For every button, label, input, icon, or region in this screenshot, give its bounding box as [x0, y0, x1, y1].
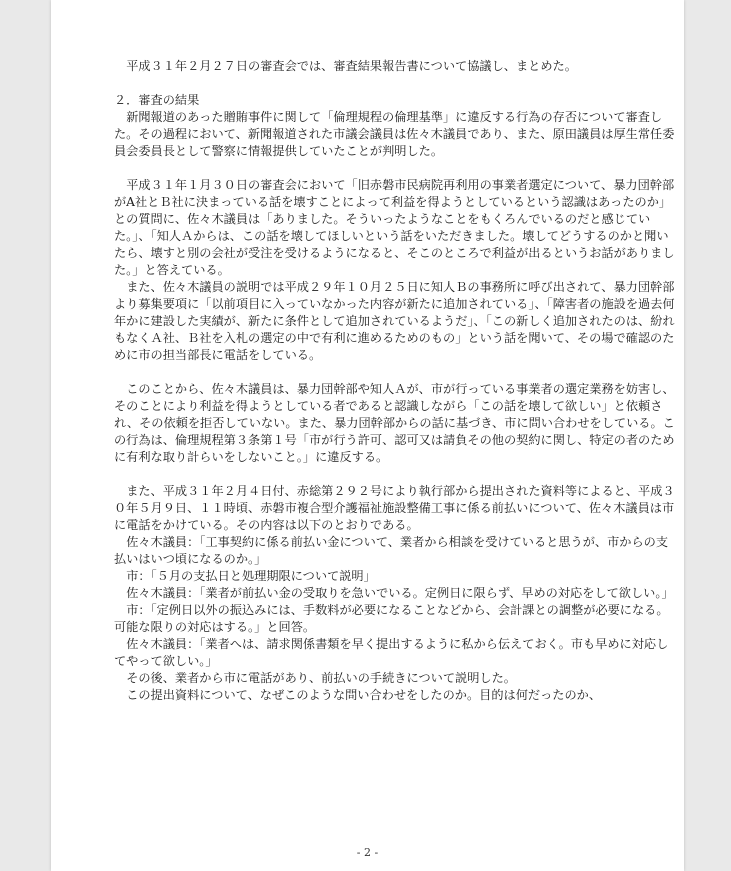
- paragraph: また、佐々木議員の説明では平成２９年１０月２５日に知人Ｂの事務所に呼び出されて、暴力団幹部より募集要項に「以前項目に入っていなかった内容が新たに追加されている」、「障害者の施設を過去何年かに建設した実績が、新たに条件として追加されているようだ」、「この新しく追加されたのは、紛れもなくＡ社、Ｂ社を入札の選定の中で有利に進めるためのもの」という話を聞いて、その場で確認のために市の担当部長に電話をしている。: [114, 280, 675, 362]
- dialogue-line: 市：「５月の支払日と処理期限について説明」: [126, 569, 376, 583]
- document-page: [51, 0, 684, 871]
- paragraph-summary: 平成３１年２月２７日の審査会では、審査結果報告書について協議し、まとめた。: [126, 59, 577, 73]
- paragraph: その後、業者から市に電話があり、前払いの手続きについて説明した。: [126, 671, 516, 685]
- page-number: - 2 -: [356, 846, 379, 859]
- paragraph: 平成３１年１月３０日の審査会において「旧赤磐市民病院再利用の事業者選定について、暴力団幹部がA社とＢ社に決まっている話を壊すことによって利益を得ようとしているという認識はあったのか」との質問に、佐々木議員は「ありました。そういったようなことをもくろんでいるのだと感じていた。」、「知人Ａからは、この話を壊してほしいという話をいただきました。壊してどうするのかと聞いたら、壊すと別の会社が受注を受けるようになると、そこのところで利益が出るというお話がありました。」と答えている。: [114, 178, 675, 277]
- paragraph: このことから、佐々木議員は、暴力団幹部や知人Ａが、市が行っている事業者の選定業務を妨害し、そのことにより利益を得ようとしている者であると認識しながら「この話を壊して欲しい」と依頼され、その依頼を拒否していない。また、暴力団幹部からの話に基づき、市に問い合わせをしている。この行為は、倫理規程第３条第１号「市が行う許可、認可又は請負その他の契約に関し、特定の者のために有利な取り計らいをしないこと。」に違反する。: [114, 382, 675, 464]
- paragraph: また、平成３１年２月４日付、赤総第２９２号により執行部から提出された資料等によると、平成３０年５月９日、１１時頃、赤磐市複合型介護福祉施設整備工事に係る前払いについて、佐々木議員は市に電話をかけている。その内容は以下のとおりである。: [114, 484, 675, 532]
- document-body: [114, 58, 679, 704]
- dialogue-line: 佐々木議員：「業者へは、請求関係書類を早く提出するように私から伝えておく。市も早めに対応してやって欲しい。」: [114, 637, 669, 668]
- paragraph: 新聞報道のあった贈賄事件に関して「倫理規程の倫理基準」に違反する行為の存否について審査した。その過程において、新聞報道された市議会議員は佐々木議員であり、また、原田議員は厚生常任委員会委員長として警察に情報提供していたことが判明した。: [114, 110, 675, 158]
- dialogue-line: 市：「定例日以外の振込みには、手数料が必要になることなどから、会計課との調整が必要になる。可能な限りの対応はする。」と回答。: [114, 603, 669, 634]
- dialogue-line: 佐々木議員：「工事契約に係る前払い金について、業者から相談を受けていると思うが、市からの支払いはいつ頃になるのか。」: [114, 535, 669, 566]
- dialogue-line: 佐々木議員：「業者が前払い金の受取りを急いでいる。定例日に限らず、早めの対応をして欲しい。」: [126, 586, 674, 600]
- paragraph: この提出資料について、なぜこのような問い合わせをしたのか。目的は何だったのか、: [126, 688, 602, 702]
- section-heading: ２．審査の結果: [114, 93, 200, 107]
